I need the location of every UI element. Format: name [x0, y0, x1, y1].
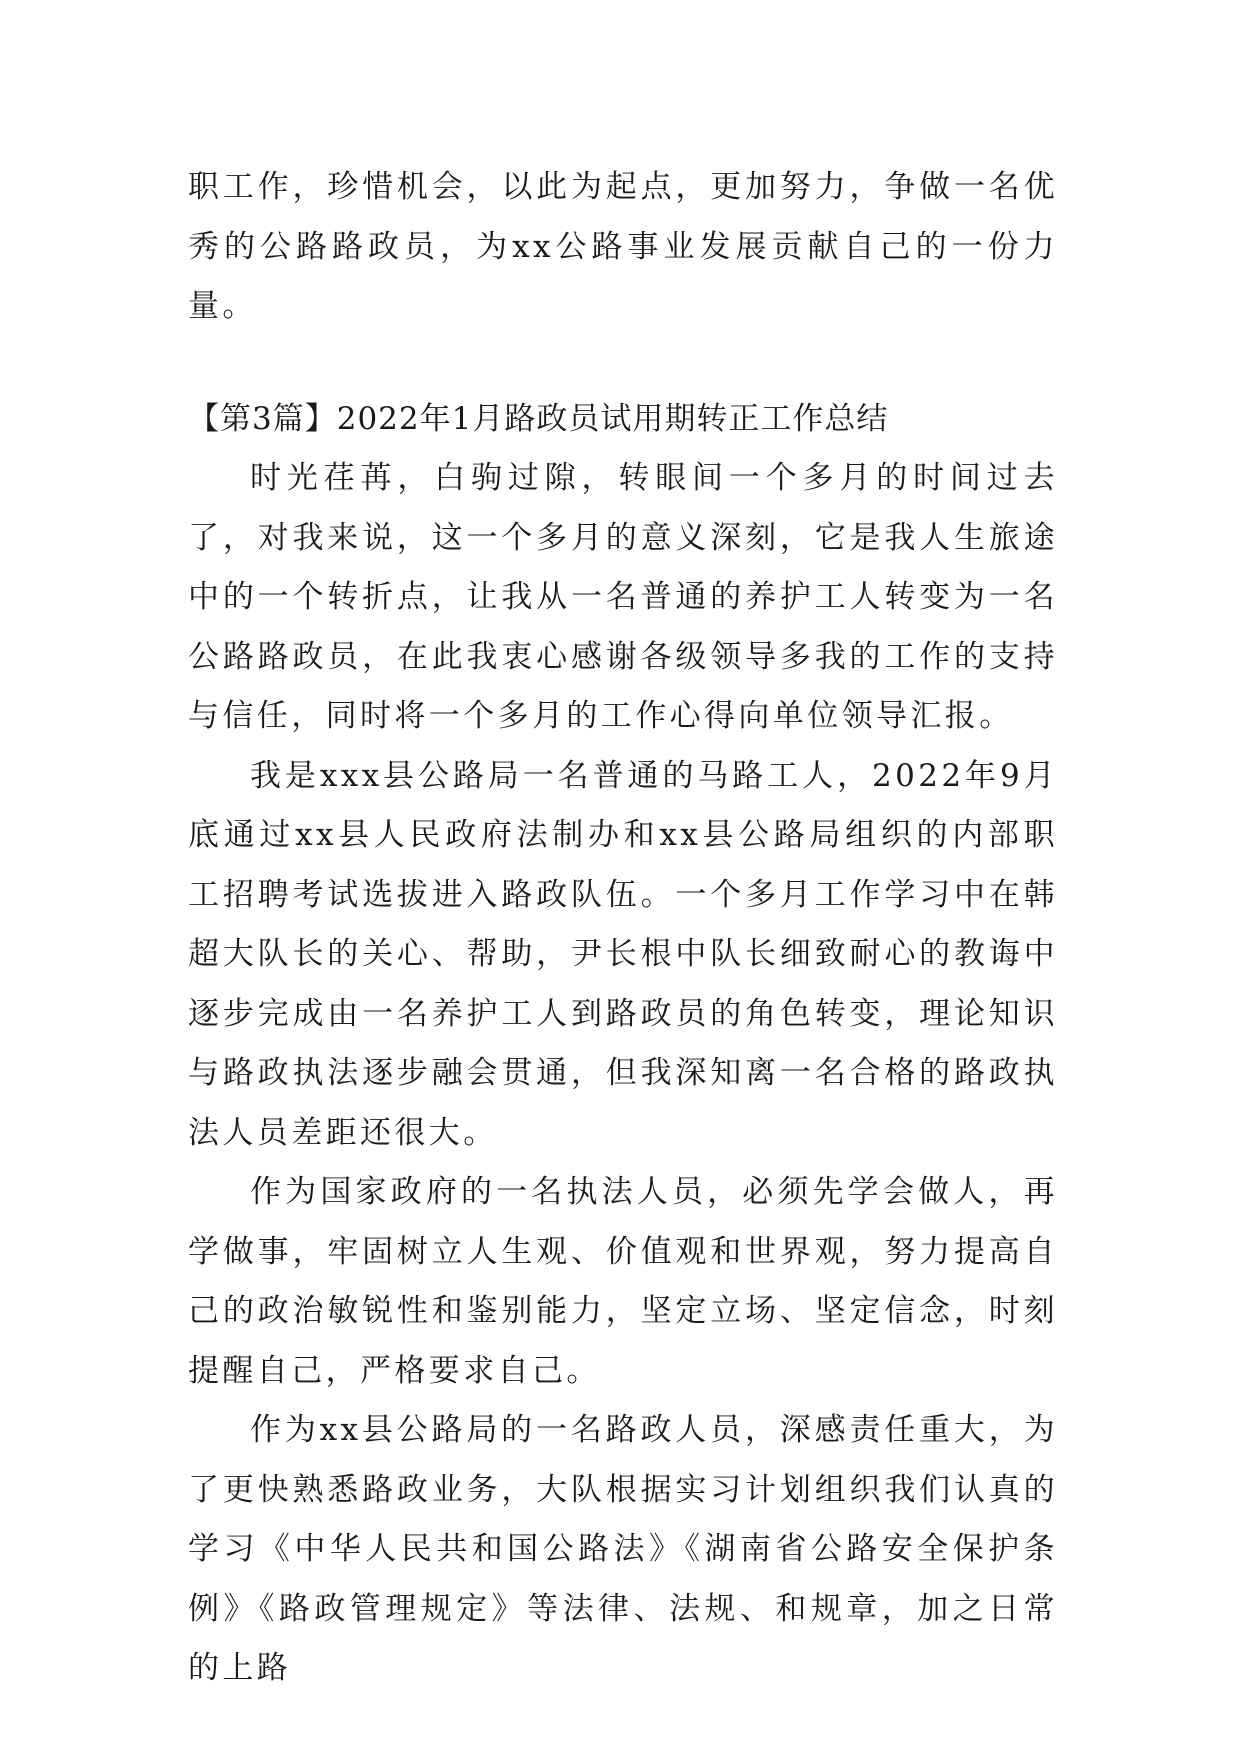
body-paragraph-3: 作为国家政府的一名执法人员，必须先学会做人，再学做事，牢固树立人生观、价值观和世界观，努力提高自己的政治敏锐性和鉴别能力，坚定立场、坚定信念，时刻提醒自己，严格要求自己。	[188, 1174, 1058, 1389]
body-paragraph-1: 时光荏苒，白驹过隙，转眼间一个多月的时间过去了，对我来说，这一个多月的意义深刻，它是我人生旅途中的一个转折点，让我从一名普通的养护工人转变为一名公路路政员，在此我衷心感谢各级领导多我的工作的支持与信任，同时将一个多月的工作心得向单位领导汇报。	[188, 460, 1058, 734]
continuation-paragraph: 职工作，珍惜机会，以此为起点，更加努力，争做一名优秀的公路路政员，为xx公路事业发展贡献自己的一份力量。	[188, 169, 1058, 324]
body-paragraph-2: 我是xxx县公路局一名普通的马路工人，2022年9月底通过xx县人民政府法制办和xx县公路局组织的内部职工招聘考试选拔进入路政队伍。一个多月工作学习中在韩超大队长的关心、帮助，尹长根中队长细致耐心的教诲中逐步完成由一名养护工人到路政员的角色转变，理论知识与路政执法逐步融会贯通，但我深知离一名合格的路政执法人员差距还很大。	[188, 757, 1058, 1151]
section-heading: 【第3篇】2022年1月路政员试用期转正工作总结	[188, 400, 889, 437]
body-paragraph-4: 作为xx县公路局的一名路政人员，深感责任重大，为了更快熟悉路政业务，大队根据实习计划组织我们认真的学习《中华人民共和国公路法》《湖南省公路安全保护条例》《路政管理规定》等法律、法规、和规章，加之日常的上路	[188, 1412, 1058, 1686]
document-body	[188, 158, 1058, 1699]
